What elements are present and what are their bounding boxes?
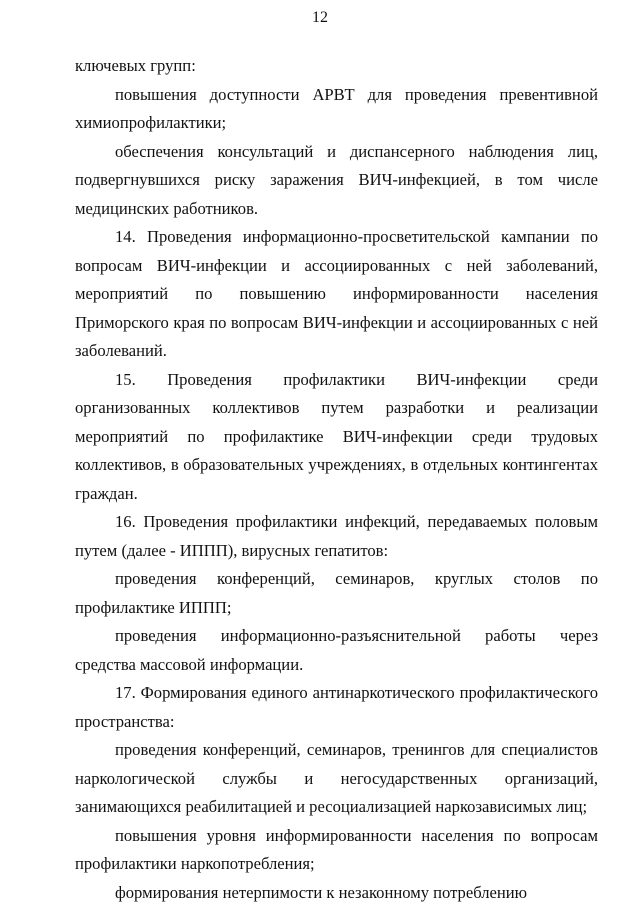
document-body <box>75 52 598 907</box>
paragraph-intolerance: формирования нетерпимости к незаконному потреблению <box>75 879 598 907</box>
paragraph-media-work: проведения информационно-разъяснительной работы через средства массовой информации. <box>75 622 598 679</box>
paragraph-item-14: 14. Проведения информационно-просветительской кампании по вопросам ВИЧ-инфекции и ассоциированных с ней заболеваний, мероприятий по повышению информированности населения Приморского края по вопросам ВИЧ-инфекции и ассоциированных с ней заболеваний. <box>75 223 598 366</box>
paragraph-conferences-ippp: проведения конференций, семинаров, круглых столов по профилактике ИППП; <box>75 565 598 622</box>
paragraph-consultations: обеспечения консультаций и диспансерного наблюдения лиц, подвергнувшихся риску заражения ВИЧ-инфекцией, в том числе медицинских работников. <box>75 138 598 224</box>
paragraph-item-17: 17. Формирования единого антинаркотического профилактического пространства: <box>75 679 598 736</box>
paragraph-trainings: проведения конференций, семинаров, тренингов для специалистов наркологической службы и негосударственных организаций, занимающихся реабилитацией и ресоциализацией наркозависимых лиц; <box>75 736 598 822</box>
paragraph-awareness: повышения уровня информированности населения по вопросам профилактики наркопотребления; <box>75 822 598 879</box>
paragraph-arvt-access: повышения доступности АРВТ для проведения превентивной химиопрофилактики; <box>75 81 598 138</box>
paragraph-item-16: 16. Проведения профилактики инфекций, передаваемых половым путем (далее - ИППП), вирусных гепатитов: <box>75 508 598 565</box>
page-number: 12 <box>0 8 640 28</box>
paragraph-item-15: 15. Проведения профилактики ВИЧ-инфекции среди организованных коллективов путем разработки и реализации мероприятий по профилактике ВИЧ-инфекции среди трудовых коллективов, в образовательных учреждениях, в отдельных контингентах граждан. <box>75 366 598 509</box>
paragraph-key-groups: ключевых групп: <box>75 52 598 81</box>
